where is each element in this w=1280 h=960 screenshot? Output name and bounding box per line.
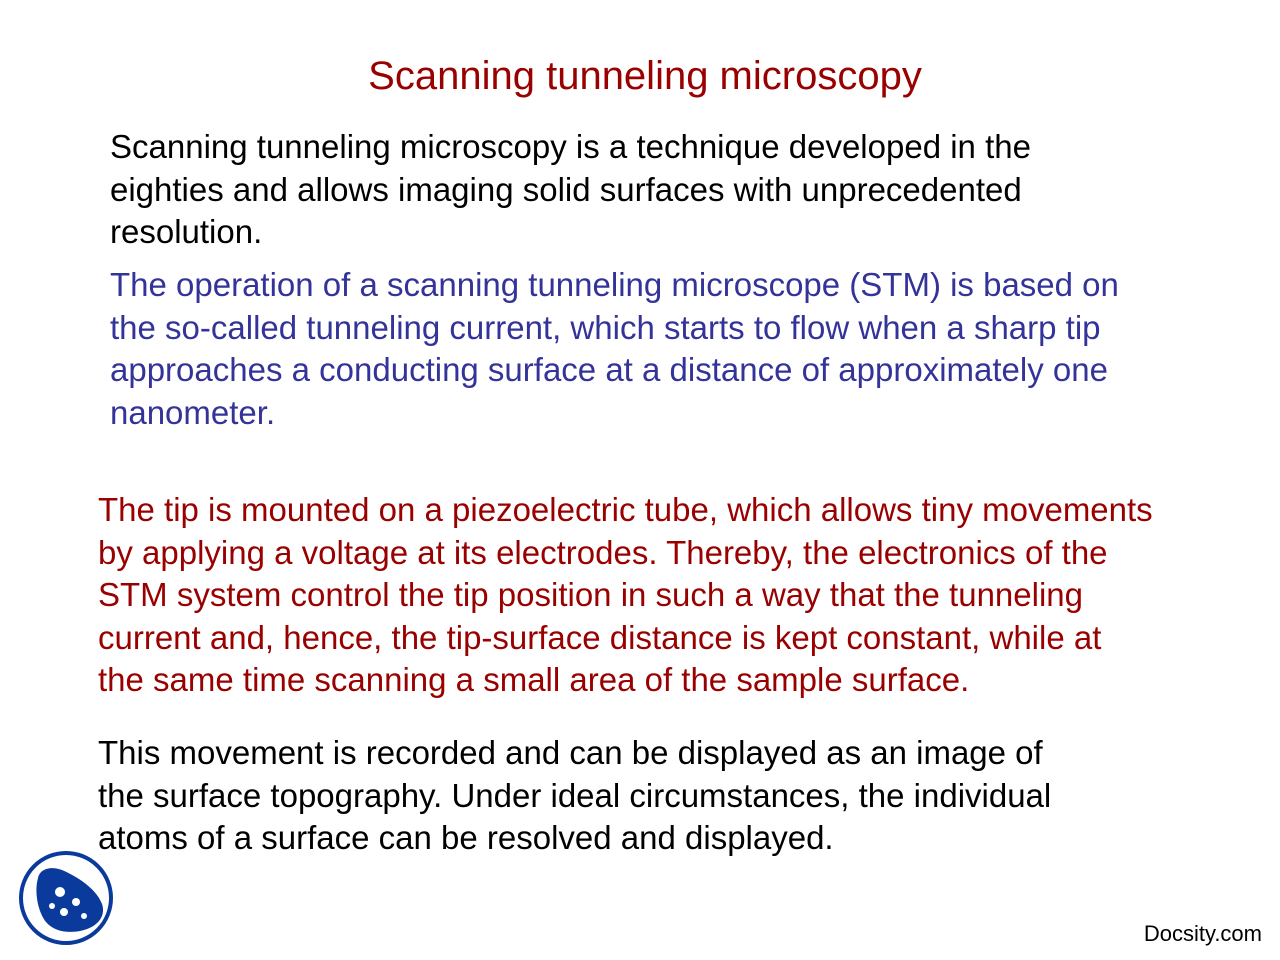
paragraph-intro — [110, 126, 1031, 254]
paragraph-piezo — [98, 489, 1153, 702]
footer-site-label: Docsity.com — [1143, 921, 1262, 946]
paragraph-recording — [98, 732, 1051, 860]
paragraph-line: the surface topography. Under ideal circumstances, the individual — [98, 776, 1052, 814]
paragraph-line: The tip is mounted on a piezoelectric tube, which allows tiny movements — [98, 491, 1153, 528]
paragraph-line: the so-called tunneling current, which starts to flow when a sharp tip — [110, 308, 1101, 346]
paragraph-line: This movement is recorded and can be displayed as an image of — [98, 734, 1043, 771]
paragraph-line: nanometer. — [110, 393, 276, 431]
paragraph-line: Scanning tunneling microscopy is a technique developed in the — [110, 128, 1031, 165]
paragraph-line: atoms of a surface can be resolved and displayed. — [98, 819, 834, 856]
paragraph-line: the same time scanning a small area of the sample surface. — [98, 661, 970, 698]
docsity-logo-icon — [18, 850, 114, 946]
paragraph-line: by applying a voltage at its electrodes. Thereby, the electronics of the — [98, 533, 1108, 571]
paragraph-operation — [110, 264, 1119, 434]
paragraph-line: resolution. — [110, 213, 263, 250]
paragraph-line: STM system control the tip position in such a way that the tunneling — [98, 576, 1084, 613]
paragraph-line: The operation of a scanning tunneling microscope (STM) is based on — [110, 266, 1119, 303]
paragraph-line: approaches a conducting surface at a distance of approximately one — [110, 351, 1108, 388]
paragraph-line: current and, hence, the tip-surface distance is kept constant, while at — [98, 618, 1102, 656]
slide-title: Scanning tunneling microscopy — [368, 54, 922, 98]
paragraph-line: eighties and allows imaging solid surfaces with unprecedented — [110, 170, 1022, 208]
